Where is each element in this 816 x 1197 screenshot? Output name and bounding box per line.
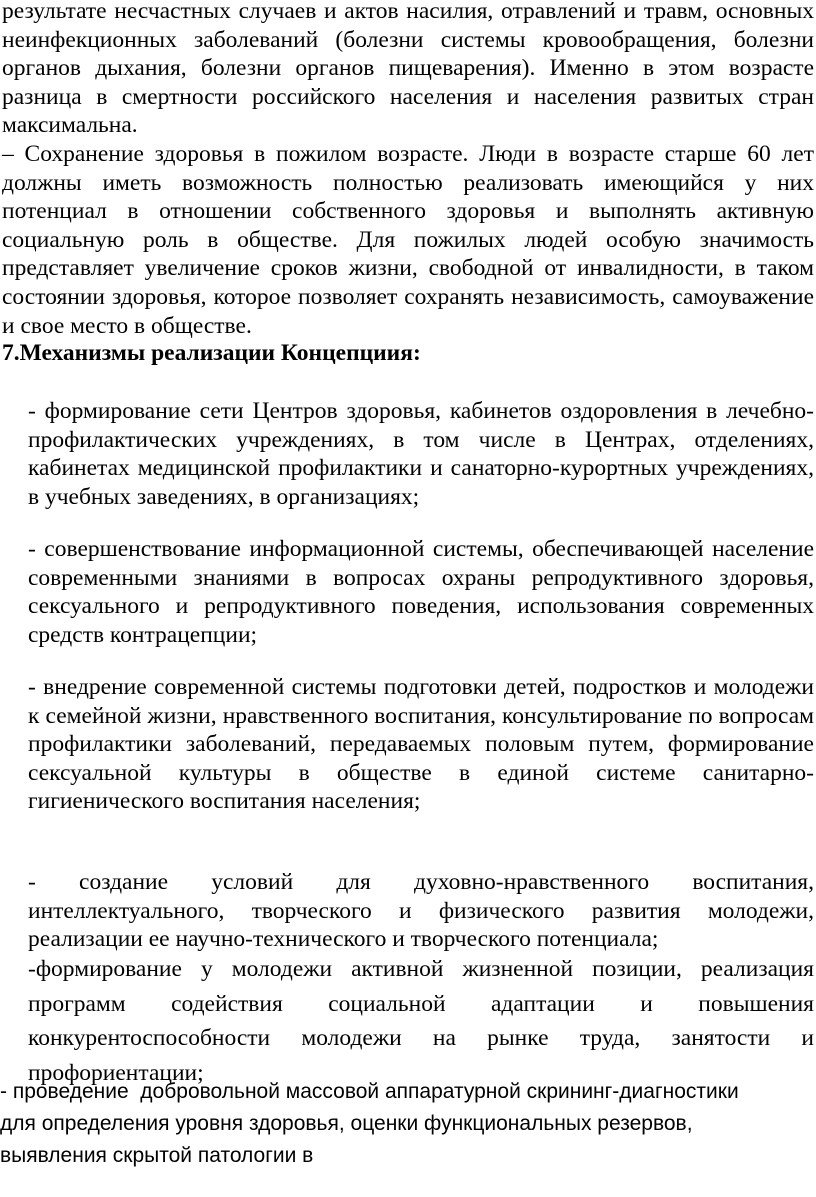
mechanism-item: -формирование у молодежи активной жизненной позиции, реализация программ содействия социальной адаптации и повышения конкурентоспособности молодежи на рынке труда, занятости и профориентации; [28, 956, 814, 1086]
paragraph-intro-continuation: результате несчастных случаев и актов насилия, отравлений и травм, основных неинфекционных заболеваний (болезни системы кровообращения, болезни органов дыхания, болезни органов пищеварения). Именно в этом возрасте разница в смертности российского населения и населения развитых стран максимальна. [2, 0, 814, 139]
body-text-top [2, 0, 814, 340]
mechanism-item: - совершенствование информационной системы, обеспечивающей население современными знаниями в вопросах охраны репродуктивного здоровья, сексуального и репродуктивного поведения, использования современных средств контрацепции; [28, 536, 814, 648]
paragraph-elderly-health: – Сохранение здоровья в пожилом возрасте. Люди в возрасте старше 60 лет должны иметь возможность полностью реализовать имеющийся у них потенциал в отношении собственного здоровья и выполнять активную социальную роль в обществе. Для пожилых людей особую значимость представляет увеличение сроков жизни, свободной от инвалидности, в таком состоянии здоровья, которое позволяет сохранять независимость, самоуважение и свое место в обществе. [2, 140, 814, 339]
section-heading: 7.Механизмы реализации Концепциия: [2, 340, 421, 366]
mechanism-item: - внедрение современной системы подготовки детей, подростков и молодежи к семейной жизни, нравственного воспитания, консультирование по вопросам профилактики заболеваний, передаваемых половым путем, формирование сексуальной культуры в обществе в единой системе санитарно-гигиенического воспитания населения; [28, 674, 814, 815]
mechanism-item: - формирование сети Центров здоровья, кабинетов оздоровления в лечебно-профилактических учреждениях, в том числе в Центрах, отделениях, кабинетах медицинской профилактики и санаторно-курортных учреждениях, в учебных заведениях, в организациях; [28, 398, 814, 510]
screening-line: для определения уровня здоровья, оценки функциональных резервов, [0, 1112, 693, 1135]
screening-line: выявления скрытой патологии в [0, 1144, 314, 1167]
screening-paragraph [0, 1076, 816, 1172]
mechanism-item: - создание условий для духовно-нравственного воспитания, интеллектуального, творческого и физического развития молодежи, реализации ее научно-технического и творческого потенциала; [28, 869, 814, 953]
screening-line: - проведение добровольной массовой аппаратурной скрининг-диагностики [0, 1080, 739, 1103]
